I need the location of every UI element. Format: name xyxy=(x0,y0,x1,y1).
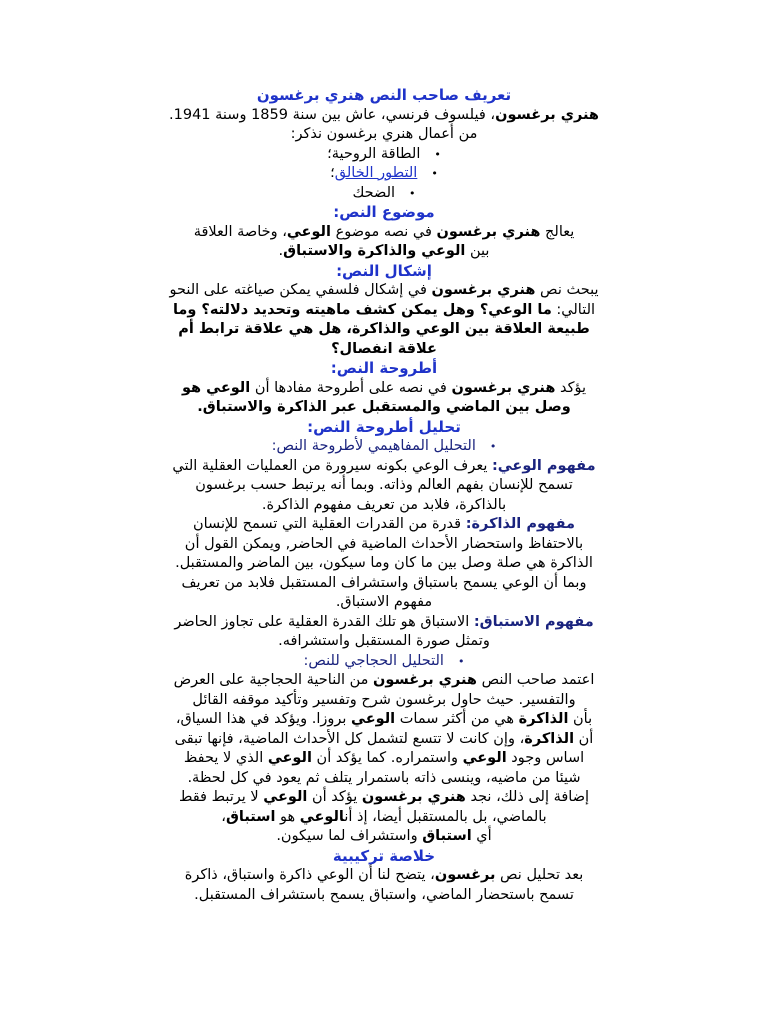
topic-heading: موضوع النص: xyxy=(333,203,435,221)
argument-paragraph: اعتمد صاحب النص هنري برغسون من الناحية الحجاجية على العرض والتفسير. حيث حاول برغسون شرح وتفسير وتأكيد موقفه القائل بأن الذاكرة هي من أكثر سمات الوعي بروزا. ويؤكد في هذا السياق، أن الذاكرة، وإن كانت لا تتسع لتشمل كل الأحداث الماضية، فإنها تبقى اساس وجود الوعي واستمراره. كما يؤكد أن الوعي الذي لا يحفظ شيئا من ماضيه، وينسى ذاته باستمرار يتلف ثم يعود في كل لحظة. إضافة إلى ذلك، نجد هنري برغسون يؤكد أن الوعي لا يرتبط فقط بالماضي، بل بالمستقبل أيضا، إذ أنالوعي هو استباق، أي استباق واستشراف لما سيكون. xyxy=(173,672,595,844)
thesis-paragraph: يؤكد هنري برغسون في نصه على أطروحة مفادها أن الوعي هو وصل بين الماضي والمستقبل عبر الذاكرة والاستباق. xyxy=(181,379,587,415)
author-name: هنري برغسون xyxy=(495,106,599,123)
concept-memory: مفهوم الذاكرة: قدرة من القدرات العقلية التي تسمح للإنسان بالاحتفاظ واستحضار الأحداث الماضية في الحاضر, ويمكن القول أن الذاكرة هي صلة وصل بين ما كان وما سيكون، بين الماضر والمستقبل. وبما أن الوعي يسمح باستباق واستشراف المستقبل فلابد من تعريف مفهوم الاستباق. xyxy=(175,516,593,610)
concept-label: مفهوم الذاكرة: xyxy=(465,516,576,532)
works-list xyxy=(104,145,664,204)
list-item: •الضحك xyxy=(104,184,664,204)
works-intro: من أعمال هنري برغسون نذكر: xyxy=(290,126,478,142)
summary-paragraph: بعد تحليل نص برغسون، يتضح لنا أن الوعي ذاكرة واستباق، ذاكرة تسمح باستحضار الماضي، واستباق يسمح باستشراف المستقبل. xyxy=(184,867,584,903)
list-item: •التطور الخالق؛ xyxy=(104,164,664,184)
topic-paragraph: يعالج هنري برغسون في نصه موضوع الوعي، وخاصة العلاقة بين الوعي والذاكرة والاستباق. xyxy=(193,223,575,259)
bullet-dot-icon: • xyxy=(457,654,465,668)
argument-subheading: •التحليل الحجاجي للنص: xyxy=(104,652,664,672)
bullet-dot-icon: • xyxy=(434,147,441,161)
concept-label: مفهوم الوعي: xyxy=(491,457,596,474)
intro-paragraph xyxy=(104,106,664,145)
work-link[interactable]: التطور الخالق xyxy=(334,165,418,181)
analysis-heading: تحليل أطروحة النص: xyxy=(307,417,461,436)
concept-consciousness: مفهوم الوعي: يعرف الوعي بكونه سيرورة من العمليات العقلية التي تسمح للإنسان بفهم العالم وذاته. وبما أنه يرتبط حسب برغسون بالذاكرة، فلابد من تعريف مفهوم الذاكرة. xyxy=(172,457,596,513)
summary-heading: خلاصة تركيبية xyxy=(332,846,436,865)
document-page xyxy=(104,0,664,905)
bullet-dot-icon: • xyxy=(489,440,497,453)
intro-text: ، فيلسوف فرنسي، عاش بين سنة 1859 وسنة 1941. xyxy=(169,106,496,123)
list-item: •الطاقة الروحية؛ xyxy=(104,145,664,165)
problem-heading: إشكال النص: xyxy=(336,261,432,280)
page-title: تعريف صاحب النص هنري برغسون xyxy=(256,86,512,104)
problem-paragraph: يبحث نص هنري برغسون في إشكال فلسفي يمكن صياغته على النحو التالي: ما الوعي؟ وهل يمكن كشف ماهيته وتحديد دلالته؟ وما طبيعة العلاقة بين الوعي والذاكرة، هل هي علاقة ترابط أم علاقة انفصال؟ xyxy=(169,282,599,357)
concept-anticipation: مفهوم الاستباق: الاستباق هو تلك القدرة العقلية على تجاوز الحاضر وتمثل صورة المستقبل واستشرافه. xyxy=(174,613,594,649)
thesis-heading: أطروحة النص: xyxy=(330,359,438,377)
bullet-dot-icon: • xyxy=(431,167,438,180)
bullet-dot-icon: • xyxy=(409,186,416,200)
concept-label: مفهوم الاستباق: xyxy=(473,613,594,630)
concepts-subheading: •التحليل المفاهيمي لأطروحة النص: xyxy=(104,437,664,457)
